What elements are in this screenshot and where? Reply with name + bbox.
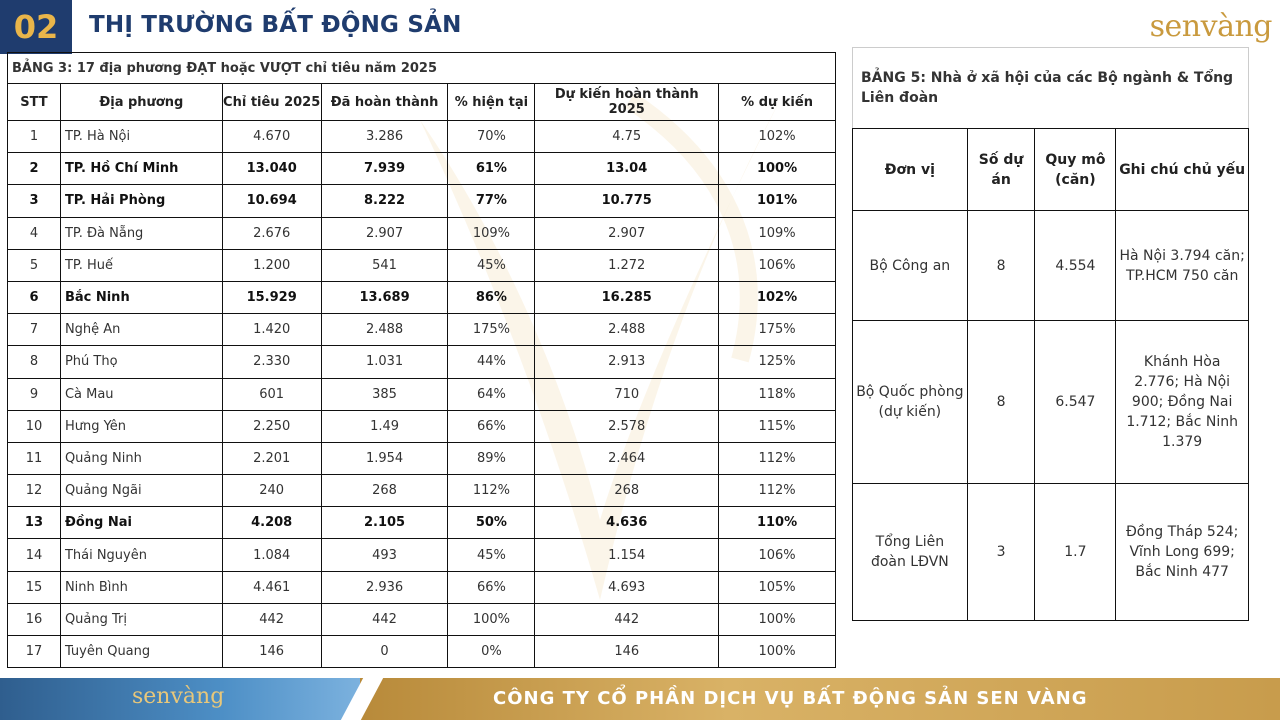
table-cell: 1.154: [535, 539, 719, 571]
table-cell: 100%: [719, 636, 836, 668]
table-cell: 2.936: [321, 571, 448, 603]
table-cell: TP. Hà Nội: [60, 121, 222, 153]
table-cell: 8: [967, 211, 1035, 321]
table-cell: 45%: [448, 539, 535, 571]
table-5-body: [853, 211, 1249, 621]
table-3-header-cell: Địa phương: [60, 84, 222, 121]
table-cell: 112%: [719, 475, 836, 507]
table-cell: 13: [8, 507, 61, 539]
table-cell: 89%: [448, 442, 535, 474]
table-cell: 175%: [448, 314, 535, 346]
table-cell: 102%: [719, 121, 836, 153]
table-cell: 14: [8, 539, 61, 571]
table-cell: 493: [321, 539, 448, 571]
table-cell: 4: [8, 217, 61, 249]
table-cell: 109%: [719, 217, 836, 249]
table-cell: 66%: [448, 410, 535, 442]
table-cell: 2.488: [535, 314, 719, 346]
table-cell: 442: [321, 603, 448, 635]
table-cell: 10: [8, 410, 61, 442]
table-cell: 2.488: [321, 314, 448, 346]
table-row: [8, 121, 836, 153]
footer-banner: [0, 678, 1280, 720]
table-row: [8, 217, 836, 249]
table-cell: 175%: [719, 314, 836, 346]
table-cell: 4.636: [535, 507, 719, 539]
table-cell: 1.49: [321, 410, 448, 442]
section-number: 02: [13, 8, 59, 46]
table-cell: 2.105: [321, 507, 448, 539]
table-row: [853, 211, 1249, 321]
table-cell: 12: [8, 475, 61, 507]
table-3-header-cell: % dự kiến: [719, 84, 836, 121]
table-row: [8, 571, 836, 603]
table-cell: 2: [8, 153, 61, 185]
section-number-badge: [0, 0, 72, 54]
table-cell: Thái Nguyên: [60, 539, 222, 571]
table-cell: 2.330: [222, 346, 321, 378]
table-row: [853, 484, 1249, 621]
table-3-header-cell: Chỉ tiêu 2025: [222, 84, 321, 121]
table-cell: Bắc Ninh: [60, 281, 222, 313]
table-cell: 9: [8, 378, 61, 410]
table-row: [8, 410, 836, 442]
table-cell: 2.201: [222, 442, 321, 474]
table-row: [8, 507, 836, 539]
table-cell: TP. Huế: [60, 249, 222, 281]
table-cell: 2.464: [535, 442, 719, 474]
table-cell: 4.554: [1035, 211, 1116, 321]
table-cell: 16.285: [535, 281, 719, 313]
table-cell: Ninh Bình: [60, 571, 222, 603]
table-cell: 4.208: [222, 507, 321, 539]
table-3-header-row: [8, 84, 836, 121]
table-cell: 100%: [719, 153, 836, 185]
table-row: [8, 475, 836, 507]
table-cell: 70%: [448, 121, 535, 153]
table-cell: 1.084: [222, 539, 321, 571]
table-cell: 100%: [448, 603, 535, 635]
table-cell: 1.420: [222, 314, 321, 346]
table-cell: 4.461: [222, 571, 321, 603]
table-cell: 10.694: [222, 185, 321, 217]
table-cell: 112%: [719, 442, 836, 474]
table-cell: 7: [8, 314, 61, 346]
table-3-header-cell: Dự kiến hoàn thành 2025: [535, 84, 719, 121]
table-cell: 4.75: [535, 121, 719, 153]
table-cell: 86%: [448, 281, 535, 313]
table-cell: 16: [8, 603, 61, 635]
table-cell: 2.907: [321, 217, 448, 249]
table-cell: 146: [535, 636, 719, 668]
table-cell: 3: [8, 185, 61, 217]
table-cell: TP. Hải Phòng: [60, 185, 222, 217]
footer-company-name: CÔNG TY CỔ PHẦN DỊCH VỤ BẤT ĐỘNG SẢN SEN VÀNG: [493, 688, 1088, 709]
table-row: [853, 321, 1249, 484]
table-cell: 8: [8, 346, 61, 378]
table-cell: 10.775: [535, 185, 719, 217]
table-3: [7, 52, 836, 668]
table-cell: 268: [321, 475, 448, 507]
table-5-header-cell: Đơn vị: [853, 129, 968, 211]
table-row: [8, 603, 836, 635]
table-cell: 100%: [719, 603, 836, 635]
table-row: [8, 539, 836, 571]
table-cell: 125%: [719, 346, 836, 378]
table-cell: Đồng Nai: [60, 507, 222, 539]
footer-brand-logo: senvàng: [132, 684, 225, 709]
table-cell: 8.222: [321, 185, 448, 217]
table-cell: 106%: [719, 539, 836, 571]
table-row: [8, 636, 836, 668]
table-cell: 5: [8, 249, 61, 281]
table-cell: 45%: [448, 249, 535, 281]
table-cell: 8: [967, 321, 1035, 484]
table-cell: Quảng Ngãi: [60, 475, 222, 507]
table-cell: 17: [8, 636, 61, 668]
table-cell: 115%: [719, 410, 836, 442]
table-cell: Bộ Quốc phòng (dự kiến): [853, 321, 968, 484]
table-row: [8, 378, 836, 410]
table-cell: 2.913: [535, 346, 719, 378]
table-cell: Phú Thọ: [60, 346, 222, 378]
table-row: [8, 153, 836, 185]
table-cell: 77%: [448, 185, 535, 217]
table-cell: 66%: [448, 571, 535, 603]
table-cell: Quảng Trị: [60, 603, 222, 635]
table-5-header-row: [853, 129, 1249, 211]
table-cell: Quảng Ninh: [60, 442, 222, 474]
table-cell: 112%: [448, 475, 535, 507]
table-cell: Đồng Tháp 524; Vĩnh Long 699; Bắc Ninh 477: [1116, 484, 1249, 621]
table-cell: 6.547: [1035, 321, 1116, 484]
page-title: THỊ TRƯỜNG BẤT ĐỘNG SẢN: [89, 12, 462, 38]
table-row: [8, 314, 836, 346]
table-cell: Nghệ An: [60, 314, 222, 346]
table-cell: 61%: [448, 153, 535, 185]
table-cell: 541: [321, 249, 448, 281]
table-cell: Bộ Công an: [853, 211, 968, 321]
table-cell: 118%: [719, 378, 836, 410]
table-cell: 4.670: [222, 121, 321, 153]
table-cell: 109%: [448, 217, 535, 249]
table-cell: 442: [222, 603, 321, 635]
table-5: [852, 47, 1249, 621]
table-cell: TP. Hồ Chí Minh: [60, 153, 222, 185]
brand-logo: [1132, 4, 1272, 48]
table-cell: 2.250: [222, 410, 321, 442]
table-cell: 1.031: [321, 346, 448, 378]
table-cell: 6: [8, 281, 61, 313]
table-3-header-cell: Đã hoàn thành: [321, 84, 448, 121]
table-cell: Hà Nội 3.794 căn; TP.HCM 750 căn: [1116, 211, 1249, 321]
table-cell: 146: [222, 636, 321, 668]
table-row: [8, 249, 836, 281]
table-cell: 13.04: [535, 153, 719, 185]
table-cell: 44%: [448, 346, 535, 378]
table-3-body: [8, 121, 836, 668]
table-3-caption: BẢNG 3: 17 địa phương ĐẠT hoặc VƯỢT chỉ tiêu năm 2025: [8, 53, 836, 84]
table-cell: 268: [535, 475, 719, 507]
table-cell: 2.578: [535, 410, 719, 442]
table-cell: 710: [535, 378, 719, 410]
table-cell: 64%: [448, 378, 535, 410]
table-cell: 13.689: [321, 281, 448, 313]
table-3-header-cell: % hiện tại: [448, 84, 535, 121]
table-cell: 1.272: [535, 249, 719, 281]
table-5-header-cell: Số dự án: [967, 129, 1035, 211]
table-cell: 3: [967, 484, 1035, 621]
table-3-header-cell: STT: [8, 84, 61, 121]
table-cell: 1.7: [1035, 484, 1116, 621]
table-5-header-cell: Ghi chú chủ yếu: [1116, 129, 1249, 211]
table-row: [8, 442, 836, 474]
table-cell: 442: [535, 603, 719, 635]
table-5-header-cell: Quy mô (căn): [1035, 129, 1116, 211]
table-cell: 50%: [448, 507, 535, 539]
table-cell: 101%: [719, 185, 836, 217]
table-cell: 106%: [719, 249, 836, 281]
table-row: [8, 346, 836, 378]
table-cell: 385: [321, 378, 448, 410]
table-row: [8, 185, 836, 217]
table-cell: 240: [222, 475, 321, 507]
table-cell: 1: [8, 121, 61, 153]
table-cell: 3.286: [321, 121, 448, 153]
table-row: [8, 281, 836, 313]
table-cell: 15.929: [222, 281, 321, 313]
table-cell: Cà Mau: [60, 378, 222, 410]
table-cell: Tổng Liên đoàn LĐVN: [853, 484, 968, 621]
table-cell: 1.954: [321, 442, 448, 474]
table-cell: 105%: [719, 571, 836, 603]
table-cell: 601: [222, 378, 321, 410]
table-cell: 2.676: [222, 217, 321, 249]
table-cell: 102%: [719, 281, 836, 313]
table-cell: 4.693: [535, 571, 719, 603]
table-cell: Khánh Hòa 2.776; Hà Nội 900; Đồng Nai 1.712; Bắc Ninh 1.379: [1116, 321, 1249, 484]
table-cell: 110%: [719, 507, 836, 539]
table-5-caption: BẢNG 5: Nhà ở xã hội của các Bộ ngành & Tổng Liên đoàn: [853, 48, 1249, 129]
table-cell: Hưng Yên: [60, 410, 222, 442]
table-cell: TP. Đà Nẵng: [60, 217, 222, 249]
table-cell: 13.040: [222, 153, 321, 185]
table-cell: 7.939: [321, 153, 448, 185]
table-cell: Tuyên Quang: [60, 636, 222, 668]
brand-logo-text: senvàng: [1149, 8, 1272, 44]
table-cell: 0%: [448, 636, 535, 668]
table-cell: 0: [321, 636, 448, 668]
table-cell: 2.907: [535, 217, 719, 249]
table-cell: 15: [8, 571, 61, 603]
table-cell: 1.200: [222, 249, 321, 281]
table-cell: 11: [8, 442, 61, 474]
